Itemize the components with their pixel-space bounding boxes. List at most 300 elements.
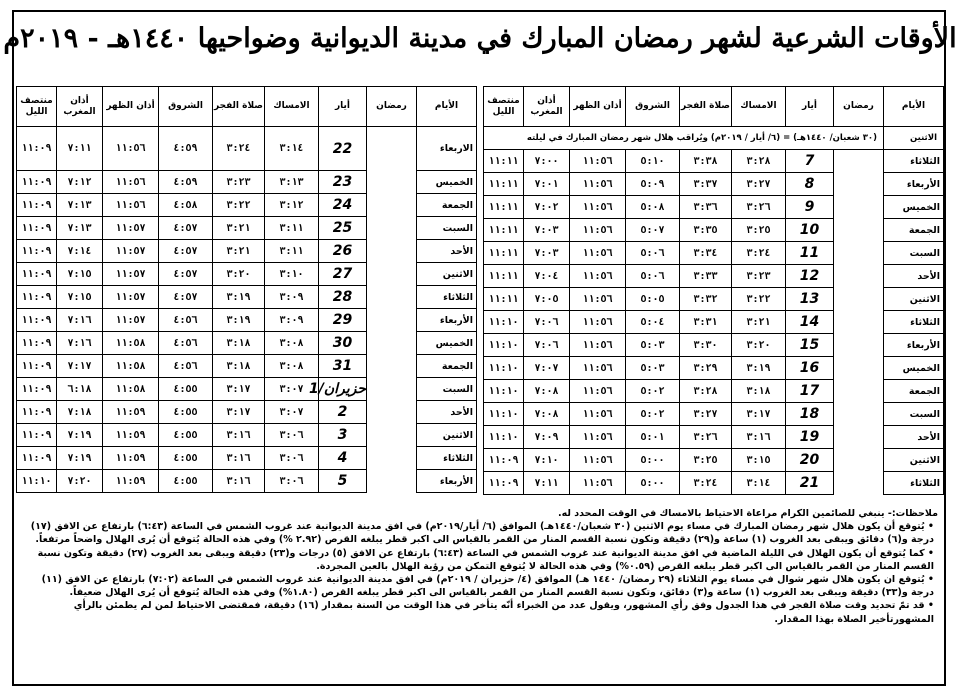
shuruq-cell: ٥:٠٤ bbox=[626, 311, 680, 334]
header-ayar: أيار bbox=[786, 87, 834, 127]
zuhr-cell: ١١:٥٦ bbox=[570, 288, 626, 311]
maghrib-cell: ٧:١٥ bbox=[57, 286, 103, 309]
shuruq-cell: ٤:٥٥ bbox=[159, 470, 213, 493]
midnight-cell: ١١:٠٩ bbox=[17, 309, 57, 332]
ramadan-cell bbox=[367, 240, 417, 263]
day-cell: السبت bbox=[884, 242, 944, 265]
zuhr-cell: ١١:٥٦ bbox=[570, 196, 626, 219]
day-cell: الأربعاء bbox=[417, 309, 477, 332]
ayar-cell: 17 bbox=[786, 380, 834, 403]
ramadan-cell bbox=[834, 242, 884, 265]
zuhr-cell: ١١:٥٦ bbox=[570, 449, 626, 472]
note-day: الاثنين bbox=[884, 127, 944, 150]
fajr-cell: ٣:٢٥ bbox=[680, 449, 732, 472]
fajr-cell: ٣:١٦ bbox=[213, 470, 265, 493]
header-day: الأيام bbox=[417, 87, 477, 127]
fajr-cell: ٣:٣٤ bbox=[680, 242, 732, 265]
zuhr-cell: ١١:٥٦ bbox=[103, 127, 159, 171]
midnight-cell: ١١:١٠ bbox=[484, 311, 524, 334]
imsak-cell: ٣:١٦ bbox=[732, 426, 786, 449]
maghrib-cell: ٧:١٩ bbox=[57, 447, 103, 470]
fajr-cell: ٣:٢١ bbox=[213, 217, 265, 240]
ramadan-cell bbox=[834, 357, 884, 380]
ayar-cell: 4 bbox=[319, 447, 367, 470]
imsak-cell: ٣:٠٦ bbox=[265, 447, 319, 470]
header-fajr: صلاة الفجر bbox=[213, 87, 265, 127]
table-row bbox=[17, 401, 477, 424]
ramadan-cell bbox=[367, 424, 417, 447]
notes-section bbox=[18, 507, 938, 626]
ayar-cell: 8 bbox=[786, 173, 834, 196]
midnight-cell: ١١:١٠ bbox=[484, 380, 524, 403]
imsak-cell: ٣:١٣ bbox=[265, 171, 319, 194]
day-cell: الجمعة bbox=[417, 355, 477, 378]
day-cell: الخميس bbox=[884, 196, 944, 219]
header-ramadan: رمضان bbox=[834, 87, 884, 127]
midnight-cell: ١١:٠٩ bbox=[17, 240, 57, 263]
imsak-cell: ٣:٠٨ bbox=[265, 332, 319, 355]
table-row bbox=[17, 332, 477, 355]
header-day: الأيام bbox=[884, 87, 944, 127]
table-row bbox=[17, 127, 477, 171]
shuruq-cell: ٤:٥٦ bbox=[159, 332, 213, 355]
ramadan-cell bbox=[834, 311, 884, 334]
fajr-cell: ٣:٢٦ bbox=[680, 426, 732, 449]
midnight-cell: ١١:٠٩ bbox=[17, 194, 57, 217]
shuruq-cell: ٤:٥٥ bbox=[159, 424, 213, 447]
imsak-cell: ٣:٠٦ bbox=[265, 470, 319, 493]
ramadan-cell bbox=[367, 127, 417, 171]
imsak-cell: ٣:٢٠ bbox=[732, 334, 786, 357]
zuhr-cell: ١١:٥٦ bbox=[570, 357, 626, 380]
day-cell: الأربعاء bbox=[884, 334, 944, 357]
table-row bbox=[484, 150, 944, 173]
day-cell: الخميس bbox=[417, 332, 477, 355]
ayar-cell: 19 bbox=[786, 426, 834, 449]
ayar-cell: 2 bbox=[319, 401, 367, 424]
table-row bbox=[484, 242, 944, 265]
table-row bbox=[484, 173, 944, 196]
ramadan-cell bbox=[834, 219, 884, 242]
maghrib-cell: ٧:١٧ bbox=[57, 355, 103, 378]
shuruq-cell: ٤:٥٧ bbox=[159, 240, 213, 263]
maghrib-cell: ٧:٠٩ bbox=[524, 426, 570, 449]
table-row bbox=[17, 240, 477, 263]
midnight-cell: ١١:١١ bbox=[484, 242, 524, 265]
table-row bbox=[17, 286, 477, 309]
ramadan-cell bbox=[834, 173, 884, 196]
shuruq-cell: ٤:٥٧ bbox=[159, 263, 213, 286]
shuruq-cell: ٤:٥٥ bbox=[159, 378, 213, 401]
table-row bbox=[484, 311, 944, 334]
table-row bbox=[484, 403, 944, 426]
day-cell: الاربعاء bbox=[417, 127, 477, 171]
shuruq-cell: ٥:٠٧ bbox=[626, 219, 680, 242]
imsak-cell: ٣:٢٥ bbox=[732, 219, 786, 242]
ramadan-cell bbox=[834, 403, 884, 426]
day-cell: الاثنين bbox=[417, 263, 477, 286]
header-fajr: صلاة الفجر bbox=[680, 87, 732, 127]
maghrib-cell: ٧:٠٨ bbox=[524, 380, 570, 403]
note-item: • قد تمّ تحديد وقت صلاة الفجر في هذا الجدول وفق رأي المشهور، ويقول عدد من الخبراء أنّه يتأخر في هذا الوقت من السنة بمقدار (١٦) دقيقة، فمقتضى الاحتياط لمن لم يطمئن بالرأي المشهورتأخير الصلاة بهذا المقدار. bbox=[73, 600, 934, 625]
fajr-cell: ٣:٢٤ bbox=[680, 472, 732, 495]
ramadan-cell bbox=[367, 332, 417, 355]
table-row bbox=[484, 472, 944, 495]
zuhr-cell: ١١:٥٦ bbox=[570, 403, 626, 426]
ayar-cell: 23 bbox=[319, 171, 367, 194]
fajr-cell: ٣:٣٣ bbox=[680, 265, 732, 288]
fajr-cell: ٣:٣٥ bbox=[680, 219, 732, 242]
maghrib-cell: ٧:١٦ bbox=[57, 332, 103, 355]
header-imsak: الامساك bbox=[265, 87, 319, 127]
day-cell: الثلاثاء bbox=[417, 447, 477, 470]
imsak-cell: ٣:٢٢ bbox=[732, 288, 786, 311]
maghrib-cell: ٧:١٢ bbox=[57, 171, 103, 194]
imsak-cell: ٣:٢٨ bbox=[732, 150, 786, 173]
fajr-cell: ٣:١٦ bbox=[213, 447, 265, 470]
midnight-cell: ١١:١٠ bbox=[484, 426, 524, 449]
maghrib-cell: ٧:٠٨ bbox=[524, 403, 570, 426]
imsak-cell: ٣:٠٨ bbox=[265, 355, 319, 378]
ayar-cell: 29 bbox=[319, 309, 367, 332]
midnight-cell: ١١:٠٩ bbox=[484, 472, 524, 495]
table-row bbox=[484, 334, 944, 357]
midnight-cell: ١١:٠٩ bbox=[17, 401, 57, 424]
shuruq-cell: ٤:٥٨ bbox=[159, 194, 213, 217]
header-maghrib: أذان المغرب bbox=[57, 87, 103, 127]
midnight-cell: ١١:٠٩ bbox=[17, 378, 57, 401]
imsak-cell: ٣:٠٧ bbox=[265, 378, 319, 401]
zuhr-cell: ١١:٥٦ bbox=[570, 219, 626, 242]
maghrib-cell: ٧:١٣ bbox=[57, 194, 103, 217]
ayar-cell: 12 bbox=[786, 265, 834, 288]
midnight-cell: ١١:٠٩ bbox=[17, 355, 57, 378]
zuhr-cell: ١١:٥٧ bbox=[103, 263, 159, 286]
fajr-cell: ٣:٣٢ bbox=[680, 288, 732, 311]
zuhr-cell: ١١:٥٦ bbox=[103, 194, 159, 217]
ayar-cell: 15 bbox=[786, 334, 834, 357]
maghrib-cell: ٧:٠٧ bbox=[524, 357, 570, 380]
schedule-table-left bbox=[16, 86, 477, 493]
table-row bbox=[484, 426, 944, 449]
zuhr-cell: ١١:٥٧ bbox=[103, 286, 159, 309]
fajr-cell: ٣:٢٢ bbox=[213, 194, 265, 217]
imsak-cell: ٣:٢٦ bbox=[732, 196, 786, 219]
imsak-cell: ٣:١٤ bbox=[732, 472, 786, 495]
imsak-cell: ٣:١١ bbox=[265, 217, 319, 240]
shuruq-cell: ٥:٠٦ bbox=[626, 265, 680, 288]
ayar-cell: 24 bbox=[319, 194, 367, 217]
ayar-cell: حزيران/1 bbox=[319, 378, 367, 401]
ayar-cell: 11 bbox=[786, 242, 834, 265]
imsak-cell: ٣:٢٧ bbox=[732, 173, 786, 196]
fajr-cell: ٣:١٦ bbox=[213, 424, 265, 447]
shuruq-cell: ٥:٠٨ bbox=[626, 196, 680, 219]
maghrib-cell: ٧:١٩ bbox=[57, 424, 103, 447]
imsak-cell: ٣:٢٣ bbox=[732, 265, 786, 288]
notes-heading: ملاحظات:- ينبغي للصائمين الكرام مراعاة الاحتياط بالامساك في الوقت المحدد له. bbox=[558, 508, 938, 519]
ramadan-cell bbox=[367, 309, 417, 332]
ayar-cell: 13 bbox=[786, 288, 834, 311]
maghrib-cell: ٧:١٠ bbox=[524, 449, 570, 472]
ayar-cell: 20 bbox=[786, 449, 834, 472]
table-row bbox=[17, 424, 477, 447]
day-cell: الأربعاء bbox=[417, 470, 477, 493]
day-cell: الأحد bbox=[884, 265, 944, 288]
ayar-cell: 28 bbox=[319, 286, 367, 309]
zuhr-cell: ١١:٥٦ bbox=[570, 380, 626, 403]
day-cell: الثلاثاء bbox=[884, 472, 944, 495]
day-cell: الخميس bbox=[417, 171, 477, 194]
ramadan-cell bbox=[834, 449, 884, 472]
shuruq-cell: ٥:٠٢ bbox=[626, 380, 680, 403]
ayar-cell: 30 bbox=[319, 332, 367, 355]
note-item: • يُتوقع أن يكون هلال شهر رمضان المبارك في مساء يوم الاثنين (٣٠ شعبان/١٤٤٠هـ) الموافق (٦/ أيار/٢٠١٩م) في افق مدينة الديوانية عند غروب الشمس في الساعة (٦:٤٣) بارتفاع عن الافق (١٧) درجة و(٦) دقائق ويبقى بعد الغروب (١) ساعة و(٢٩) دقيقة وتكون نسبة القسم المنار من القمر بالقياس الى اكبر قطر يبلغه القرص (٢.٩٢ %) وفي هذه الحالة يُتوقع أن يُرى الهلال واضحاً مرتفعاً. bbox=[30, 521, 934, 546]
midnight-cell: ١١:١٠ bbox=[484, 334, 524, 357]
fajr-cell: ٣:٣٠ bbox=[680, 334, 732, 357]
table-row bbox=[484, 219, 944, 242]
table-row bbox=[17, 171, 477, 194]
midnight-cell: ١١:٠٩ bbox=[17, 286, 57, 309]
zuhr-cell: ١١:٥٧ bbox=[103, 217, 159, 240]
imsak-cell: ٣:١٧ bbox=[732, 403, 786, 426]
imsak-cell: ٣:٢١ bbox=[732, 311, 786, 334]
imsak-cell: ٣:٠٩ bbox=[265, 309, 319, 332]
ayar-cell: 16 bbox=[786, 357, 834, 380]
fajr-cell: ٣:٢٨ bbox=[680, 380, 732, 403]
day-cell: الاثنين bbox=[884, 288, 944, 311]
midnight-cell: ١١:٠٩ bbox=[17, 217, 57, 240]
fajr-cell: ٣:٣٨ bbox=[680, 150, 732, 173]
table-row bbox=[17, 217, 477, 240]
shuruq-cell: ٤:٥٦ bbox=[159, 309, 213, 332]
day-cell: الثلاثاء bbox=[884, 311, 944, 334]
ayar-cell: 7 bbox=[786, 150, 834, 173]
table-row bbox=[17, 378, 477, 401]
table-row bbox=[484, 380, 944, 403]
ayar-cell: 5 bbox=[319, 470, 367, 493]
ayar-cell: 27 bbox=[319, 263, 367, 286]
fajr-cell: ٣:٣٦ bbox=[680, 196, 732, 219]
day-cell: الجمعة bbox=[884, 219, 944, 242]
shuruq-cell: ٥:٠٢ bbox=[626, 403, 680, 426]
ramadan-cell bbox=[367, 447, 417, 470]
table-row bbox=[17, 447, 477, 470]
maghrib-cell: ٧:١٣ bbox=[57, 217, 103, 240]
table-row bbox=[484, 196, 944, 219]
midnight-cell: ١١:٠٩ bbox=[484, 449, 524, 472]
maghrib-cell: ٧:٠٥ bbox=[524, 288, 570, 311]
day-cell: الخميس bbox=[884, 357, 944, 380]
table-row bbox=[484, 265, 944, 288]
maghrib-cell: ٧:١٦ bbox=[57, 309, 103, 332]
fajr-cell: ٣:٣١ bbox=[680, 311, 732, 334]
ayar-cell: 22 bbox=[319, 127, 367, 171]
zuhr-cell: ١١:٥٦ bbox=[570, 311, 626, 334]
fajr-cell: ٣:٢٣ bbox=[213, 171, 265, 194]
shuruq-cell: ٥:٠٠ bbox=[626, 472, 680, 495]
shuruq-cell: ٤:٥٩ bbox=[159, 127, 213, 171]
ramadan-cell bbox=[834, 426, 884, 449]
ramadan-cell bbox=[834, 334, 884, 357]
day-cell: الأحد bbox=[417, 401, 477, 424]
ramadan-cell bbox=[834, 196, 884, 219]
imsak-cell: ٣:١٤ bbox=[265, 127, 319, 171]
maghrib-cell: ٧:٠٤ bbox=[524, 265, 570, 288]
ayar-cell: 21 bbox=[786, 472, 834, 495]
ramadan-cell bbox=[367, 355, 417, 378]
day-cell: الجمعة bbox=[884, 380, 944, 403]
imsak-cell: ٣:٠٦ bbox=[265, 424, 319, 447]
zuhr-cell: ١١:٥٩ bbox=[103, 401, 159, 424]
midnight-cell: ١١:٠٩ bbox=[17, 127, 57, 171]
shuruq-cell: ٥:٠٠ bbox=[626, 449, 680, 472]
imsak-cell: ٣:٠٩ bbox=[265, 286, 319, 309]
ayar-cell: 26 bbox=[319, 240, 367, 263]
shuruq-cell: ٤:٥٧ bbox=[159, 217, 213, 240]
maghrib-cell: ٧:٠٣ bbox=[524, 219, 570, 242]
ramadan-cell bbox=[834, 380, 884, 403]
ayar-cell: 10 bbox=[786, 219, 834, 242]
table-row bbox=[484, 288, 944, 311]
zuhr-cell: ١١:٥٩ bbox=[103, 424, 159, 447]
maghrib-cell: ٧:٠٣ bbox=[524, 242, 570, 265]
maghrib-cell: ٧:١٥ bbox=[57, 263, 103, 286]
fajr-cell: ٣:١٨ bbox=[213, 332, 265, 355]
ayar-cell: 25 bbox=[319, 217, 367, 240]
header-shuruq: الشروق bbox=[159, 87, 213, 127]
ramadan-cell bbox=[834, 288, 884, 311]
midnight-cell: ١١:١٠ bbox=[484, 403, 524, 426]
day-cell: الأحد bbox=[417, 240, 477, 263]
maghrib-cell: ٧:١٨ bbox=[57, 401, 103, 424]
maghrib-cell: ٧:١١ bbox=[57, 127, 103, 171]
fajr-cell: ٣:١٧ bbox=[213, 401, 265, 424]
ramadan-cell bbox=[834, 150, 884, 173]
midnight-cell: ١١:٠٩ bbox=[17, 332, 57, 355]
imsak-cell: ٣:١٢ bbox=[265, 194, 319, 217]
ramadan-cell bbox=[367, 401, 417, 424]
imsak-cell: ٣:٢٤ bbox=[732, 242, 786, 265]
shuruq-cell: ٥:٠٣ bbox=[626, 334, 680, 357]
shuruq-cell: ٤:٥٥ bbox=[159, 401, 213, 424]
ayar-cell: 18 bbox=[786, 403, 834, 426]
day-cell: الأربعاء bbox=[884, 173, 944, 196]
ramadan-cell bbox=[367, 171, 417, 194]
zuhr-cell: ١١:٥٨ bbox=[103, 378, 159, 401]
header-imsak: الامساك bbox=[732, 87, 786, 127]
ramadan-cell bbox=[367, 217, 417, 240]
header-ramadan: رمضان bbox=[367, 87, 417, 127]
maghrib-cell: ٧:٢٠ bbox=[57, 470, 103, 493]
ramadan-cell bbox=[834, 472, 884, 495]
fajr-cell: ٣:٢٠ bbox=[213, 263, 265, 286]
header-midnight: منتصف الليل bbox=[17, 87, 57, 127]
midnight-cell: ١١:٠٩ bbox=[17, 263, 57, 286]
zuhr-cell: ١١:٥٩ bbox=[103, 447, 159, 470]
fajr-cell: ٣:١٧ bbox=[213, 378, 265, 401]
page-title: الأوقات الشرعية لشهر رمضان المبارك في مدينة الديوانية وضواحيها ١٤٤٠هـ - ٢٠١٩م bbox=[3, 23, 957, 54]
ramadan-cell bbox=[367, 194, 417, 217]
imsak-cell: ٣:١٠ bbox=[265, 263, 319, 286]
ayar-cell: 31 bbox=[319, 355, 367, 378]
midnight-cell: ١١:٠٩ bbox=[17, 171, 57, 194]
zuhr-cell: ١١:٥٦ bbox=[570, 472, 626, 495]
shuruq-cell: ٥:١٠ bbox=[626, 150, 680, 173]
note-item: • كما يُتوقع أن يكون الهلال في الليلة الماضية في افق مدينة الديوانية عند غروب الشمس في الساعة (٦:٤٣) بارتفاع عن الافق (٥) درجات و(٢٣) دقيقة ويبقى بعد الغروب (٢٧) دقيقة وتكون نسبة القسم المنار من القمر بالقياس الى اكبر قطر يبلغه القرص (٠.٥٩%) وفي هذه الحالة لا يُتوقع التمكن من رؤية الهلال بالعين المجردة. bbox=[37, 547, 934, 572]
fajr-cell: ٣:٢٤ bbox=[213, 127, 265, 171]
table-row bbox=[17, 309, 477, 332]
header-zuhr: أذان الظهر bbox=[570, 87, 626, 127]
shuruq-cell: ٥:٠٩ bbox=[626, 173, 680, 196]
midnight-cell: ١١:١١ bbox=[484, 288, 524, 311]
zuhr-cell: ١١:٥٦ bbox=[570, 173, 626, 196]
zuhr-cell: ١١:٥٩ bbox=[103, 470, 159, 493]
imsak-cell: ٣:١٩ bbox=[732, 357, 786, 380]
day-cell: السبت bbox=[884, 403, 944, 426]
maghrib-cell: ٧:٠١ bbox=[524, 173, 570, 196]
ramadan-cell bbox=[367, 378, 417, 401]
day-cell: السبت bbox=[417, 378, 477, 401]
ayar-cell: 3 bbox=[319, 424, 367, 447]
fajr-cell: ٣:٢١ bbox=[213, 240, 265, 263]
midnight-cell: ١١:١١ bbox=[484, 265, 524, 288]
fajr-cell: ٣:٢٧ bbox=[680, 403, 732, 426]
maghrib-cell: ٦:١٨ bbox=[57, 378, 103, 401]
fajr-cell: ٣:٣٧ bbox=[680, 173, 732, 196]
midnight-cell: ١١:١١ bbox=[484, 219, 524, 242]
zuhr-cell: ١١:٥٦ bbox=[570, 265, 626, 288]
note-item: • يُتوقع ان يكون هلال شهر شوال في مساء يوم الثلاثاء (٢٩ رمضان/ ١٤٤٠ هـ) الموافق (٤/ حزيران / ٢٠١٩م) في افق مدينة الديوانية عند غروب الشمس في الساعة (٧:٠٢) بارتفاع عن الافق (١١) درجة و(٣٣) دقيقة ويبقى بعد الغروب (١) ساعة و(٣) دقائق، وتكون نسبة القسم المنار من القمر بالقياس الى اكبر قطر يبلغه القرص (١.٨٠%) وفي هذه الحالة يُتوقع أن يُرى الهلال ضعيفاً. bbox=[41, 574, 934, 599]
shuruq-cell: ٤:٥٩ bbox=[159, 171, 213, 194]
header-shuruq: الشروق bbox=[626, 87, 680, 127]
midnight-cell: ١١:١٠ bbox=[484, 357, 524, 380]
table-row bbox=[17, 355, 477, 378]
shuruq-cell: ٥:٠٦ bbox=[626, 242, 680, 265]
midnight-cell: ١١:١١ bbox=[484, 150, 524, 173]
table-row bbox=[484, 449, 944, 472]
maghrib-cell: ٧:٠٠ bbox=[524, 150, 570, 173]
ayar-cell: 14 bbox=[786, 311, 834, 334]
shuruq-cell: ٤:٥٧ bbox=[159, 286, 213, 309]
zuhr-cell: ١١:٥٧ bbox=[103, 240, 159, 263]
ramadan-cell bbox=[834, 265, 884, 288]
midnight-cell: ١١:١٠ bbox=[17, 470, 57, 493]
midnight-cell: ١١:٠٩ bbox=[17, 447, 57, 470]
shuruq-cell: ٥:٠٥ bbox=[626, 288, 680, 311]
ramadan-cell bbox=[367, 263, 417, 286]
midnight-cell: ١١:١١ bbox=[484, 196, 524, 219]
day-cell: الأحد bbox=[884, 426, 944, 449]
zuhr-cell: ١١:٥٦ bbox=[570, 242, 626, 265]
day-cell: السبت bbox=[417, 217, 477, 240]
zuhr-cell: ١١:٥٦ bbox=[570, 426, 626, 449]
maghrib-cell: ٧:١١ bbox=[524, 472, 570, 495]
header-maghrib: أذان المغرب bbox=[524, 87, 570, 127]
maghrib-cell: ٧:٠٦ bbox=[524, 334, 570, 357]
midnight-cell: ١١:٠٩ bbox=[17, 424, 57, 447]
zuhr-cell: ١١:٥٨ bbox=[103, 355, 159, 378]
ayar-cell: 9 bbox=[786, 196, 834, 219]
fajr-cell: ٣:٢٩ bbox=[680, 357, 732, 380]
day-cell: الاثنين bbox=[884, 449, 944, 472]
header-ayar: أيار bbox=[319, 87, 367, 127]
moon-sighting-row bbox=[484, 127, 944, 150]
day-cell: الثلاثاء bbox=[884, 150, 944, 173]
schedule-table-right bbox=[483, 86, 944, 495]
imsak-cell: ٣:١١ bbox=[265, 240, 319, 263]
header-zuhr: أذان الظهر bbox=[103, 87, 159, 127]
